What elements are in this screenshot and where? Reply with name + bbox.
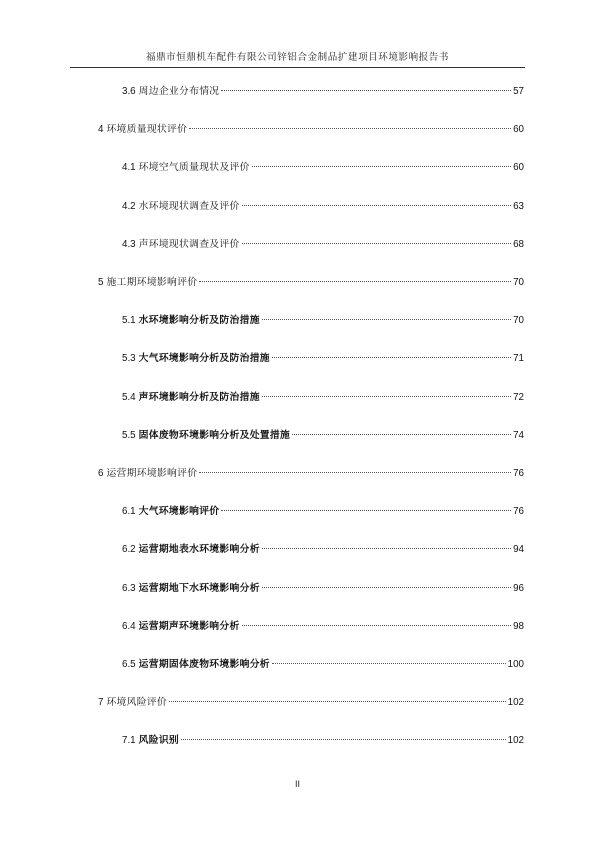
toc-entry-page: 71 [513, 353, 524, 365]
toc-entry[interactable] [122, 198, 524, 214]
toc-entry-page: 102 [507, 697, 524, 709]
toc-entry-number: 4.1 [122, 162, 136, 174]
toc-entry-number: 5.4 [122, 391, 136, 403]
toc-entry-title: 大气环境影响评价 [138, 506, 220, 518]
toc-dot-leader [262, 396, 511, 397]
toc-entry-title: 运营期声环境影响分析 [138, 620, 240, 632]
toc-entry-title: 固体废物环境影响分析及处置措施 [138, 429, 291, 441]
toc-entry-number: 4.3 [122, 238, 136, 250]
toc-entry[interactable] [122, 656, 524, 672]
toc-entry-number: 4 [98, 124, 104, 136]
toc-dot-leader [242, 625, 512, 626]
toc-entry-page: 102 [507, 735, 524, 747]
toc-entry-number: 6.3 [122, 582, 136, 594]
toc-entry-page: 60 [513, 124, 524, 136]
toc-entry-page: 76 [513, 506, 524, 518]
toc-entry-title: 声环境影响分析及防治措施 [138, 391, 260, 403]
toc-dot-leader [272, 357, 511, 358]
toc-entry[interactable] [122, 83, 524, 99]
toc-entry-number: 3.6 [122, 86, 136, 97]
toc-entry-title: 周边企业分布情况 [138, 86, 220, 97]
toc-entry-number: 6.4 [122, 620, 136, 632]
toc-entry-number: 4.2 [122, 200, 136, 212]
toc-entry[interactable] [122, 427, 524, 443]
toc-entry[interactable] [122, 580, 524, 596]
toc-entry-title: 施工期环境影响评价 [106, 277, 198, 288]
header-rule [70, 67, 525, 68]
toc-dot-leader [242, 205, 512, 206]
toc-dot-leader [221, 90, 511, 91]
toc-entry-title: 水环境现状调查及评价 [138, 200, 240, 212]
running-header: 福鼎市恒鼎机车配件有限公司锌铝合金制品扩建项目环境影响报告书 [145, 52, 449, 63]
toc-entry[interactable] [122, 503, 524, 519]
toc-entry[interactable] [122, 732, 524, 748]
toc-dot-leader [262, 548, 511, 549]
toc-entry-number: 6.1 [122, 506, 136, 518]
toc-entry-page: 72 [513, 391, 524, 403]
toc-entry[interactable] [98, 694, 524, 710]
toc-entry[interactable] [122, 312, 524, 328]
toc-entry-number: 5 [98, 277, 104, 288]
toc-entry[interactable] [122, 541, 524, 557]
toc-entry[interactable] [98, 465, 524, 481]
toc-entry-number: 7.1 [122, 735, 136, 747]
toc-entry-number: 5.1 [122, 315, 136, 327]
toc-dot-leader [252, 166, 511, 167]
toc-entry-title: 环境质量现状评价 [106, 124, 188, 136]
toc-dot-leader [181, 739, 506, 740]
toc-entry-title: 风险识别 [138, 735, 180, 747]
toc-entry-title: 运营期环境影响评价 [106, 468, 198, 479]
toc-entry-number: 6.2 [122, 544, 136, 556]
toc-entry-page: 96 [513, 582, 524, 594]
toc-entry[interactable] [122, 159, 524, 175]
toc-entry-page: 70 [513, 277, 524, 288]
toc-dot-leader [242, 243, 512, 244]
toc-entry-page: 68 [513, 238, 524, 250]
toc-entry-title: 大气环境影响分析及防治措施 [138, 353, 270, 365]
toc-dot-leader [199, 472, 511, 473]
toc-dot-leader [189, 128, 511, 129]
toc-entry-page: 57 [513, 86, 524, 97]
toc-entry-page: 74 [513, 429, 524, 441]
toc-entry-number: 6 [98, 468, 104, 479]
toc-dot-leader [199, 281, 511, 282]
toc-entry-page: 98 [513, 620, 524, 632]
toc-entry-page: 94 [513, 544, 524, 556]
toc-entry-page: 70 [513, 315, 524, 327]
toc-dot-leader [221, 510, 511, 511]
toc-entry-title: 运营期固体废物环境影响分析 [138, 659, 270, 670]
toc-dot-leader [169, 701, 506, 702]
toc-entry[interactable] [122, 389, 524, 405]
toc-entry-page: 100 [507, 659, 524, 670]
toc-entry[interactable] [98, 121, 524, 137]
toc-entry[interactable] [122, 350, 524, 366]
toc-entry-title: 声环境现状调查及评价 [138, 238, 240, 250]
toc-entry-title: 运营期地表水环境影响分析 [138, 544, 260, 556]
toc-dot-leader [262, 587, 511, 588]
toc-entry-number: 5.5 [122, 429, 136, 441]
toc-entry[interactable] [122, 618, 524, 634]
page-number: II [294, 779, 300, 789]
toc-entry-title: 环境空气质量现状及评价 [138, 162, 250, 174]
toc-dot-leader [262, 319, 511, 320]
toc-entry-title: 环境风险评价 [106, 697, 168, 709]
toc-entry-page: 60 [513, 162, 524, 174]
toc-entry[interactable] [98, 274, 524, 290]
toc-entry-page: 76 [513, 468, 524, 479]
toc-entry-number: 6.5 [122, 659, 136, 670]
toc-entry-number: 5.3 [122, 353, 136, 365]
toc-dot-leader [292, 434, 511, 435]
toc-entry-title: 运营期地下水环境影响分析 [138, 582, 260, 594]
toc-entry-number: 7 [98, 697, 104, 709]
toc-entry[interactable] [122, 236, 524, 252]
toc-entry-title: 水环境影响分析及防治措施 [138, 315, 260, 327]
toc-dot-leader [272, 663, 506, 664]
toc-entry-page: 63 [513, 200, 524, 212]
